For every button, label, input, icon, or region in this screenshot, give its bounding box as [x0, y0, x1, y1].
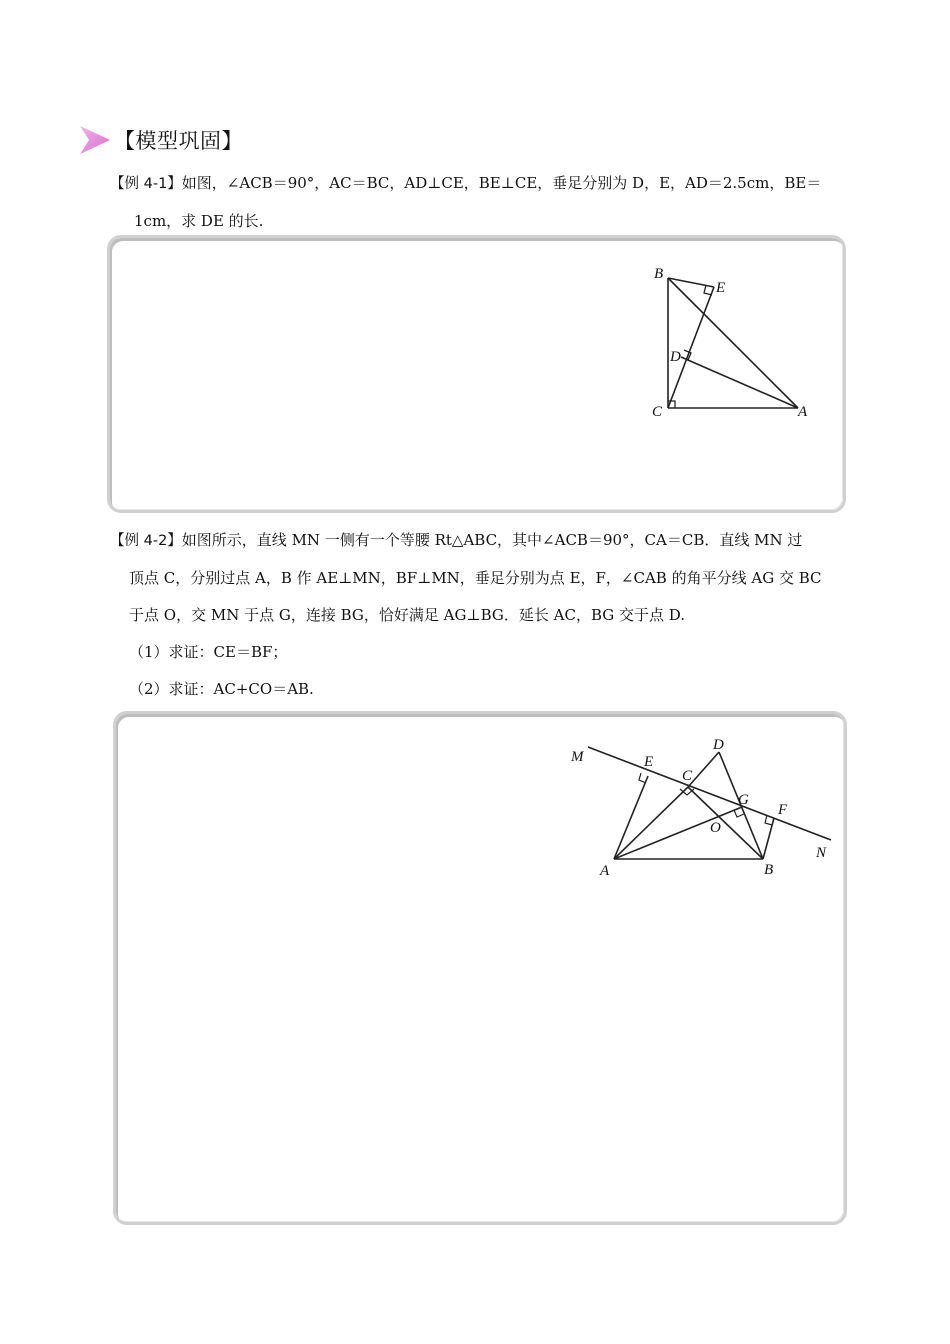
- label-C: C: [652, 404, 663, 420]
- label-N: N: [816, 845, 827, 861]
- section-header: [78, 122, 243, 158]
- label-C: C: [682, 768, 693, 784]
- label-O: O: [710, 820, 721, 836]
- triangle-figure-2: [566, 732, 836, 882]
- label-D: D: [670, 349, 681, 365]
- example-tag: 【例 4-1】: [110, 176, 182, 192]
- example-4-2-line-3: 于点 O，交 MN 于点 G，连接 BG，恰好满足 AG⊥BG．延长 AC，BG 交于点 D.: [129, 606, 686, 624]
- example-4-1-text: [110, 165, 850, 240]
- section-title: 【模型巩固】: [114, 129, 243, 153]
- answer-box-1: [107, 235, 846, 513]
- label-B: B: [764, 862, 774, 878]
- label-G: G: [738, 792, 749, 808]
- label-A: A: [798, 404, 808, 420]
- label-M: M: [571, 749, 584, 765]
- example-4-1-line-2: 1cm，求 DE 的长.: [134, 212, 264, 230]
- example-4-1-line-1: 如图，∠ACB＝90°，AC＝BC，AD⊥CE，BE⊥CE，垂足分别为 D，E，AD＝2.5cm，BE＝: [181, 174, 822, 192]
- example-4-2-line-2: 顶点 C，分别过点 A，B 作 AE⊥MN，BF⊥MN，垂足分别为点 E，F，∠CAB 的角平分线 AG 交 BC: [129, 569, 822, 587]
- triangle-figure-1: [648, 258, 828, 428]
- label-E: E: [644, 754, 654, 770]
- answer-box-2: [113, 711, 847, 1225]
- pink-arrow-icon: [78, 123, 112, 157]
- label-D: D: [713, 737, 724, 753]
- label-B: B: [654, 266, 664, 282]
- label-F: F: [778, 802, 788, 818]
- example-4-2-line-1: 如图所示，直线 MN 一侧有一个等腰 Rt△ABC，其中∠ACB＝90°，CA＝CB．直线 MN 过: [181, 531, 803, 549]
- example-4-2-text: [110, 522, 850, 708]
- label-A: A: [600, 863, 610, 879]
- example-tag: 【例 4-2】: [110, 533, 182, 549]
- label-E: E: [716, 280, 726, 296]
- question-1: （1）求证：CE＝BF；: [129, 643, 288, 661]
- question-2: （2）求证：AC+CO＝AB.: [129, 680, 314, 698]
